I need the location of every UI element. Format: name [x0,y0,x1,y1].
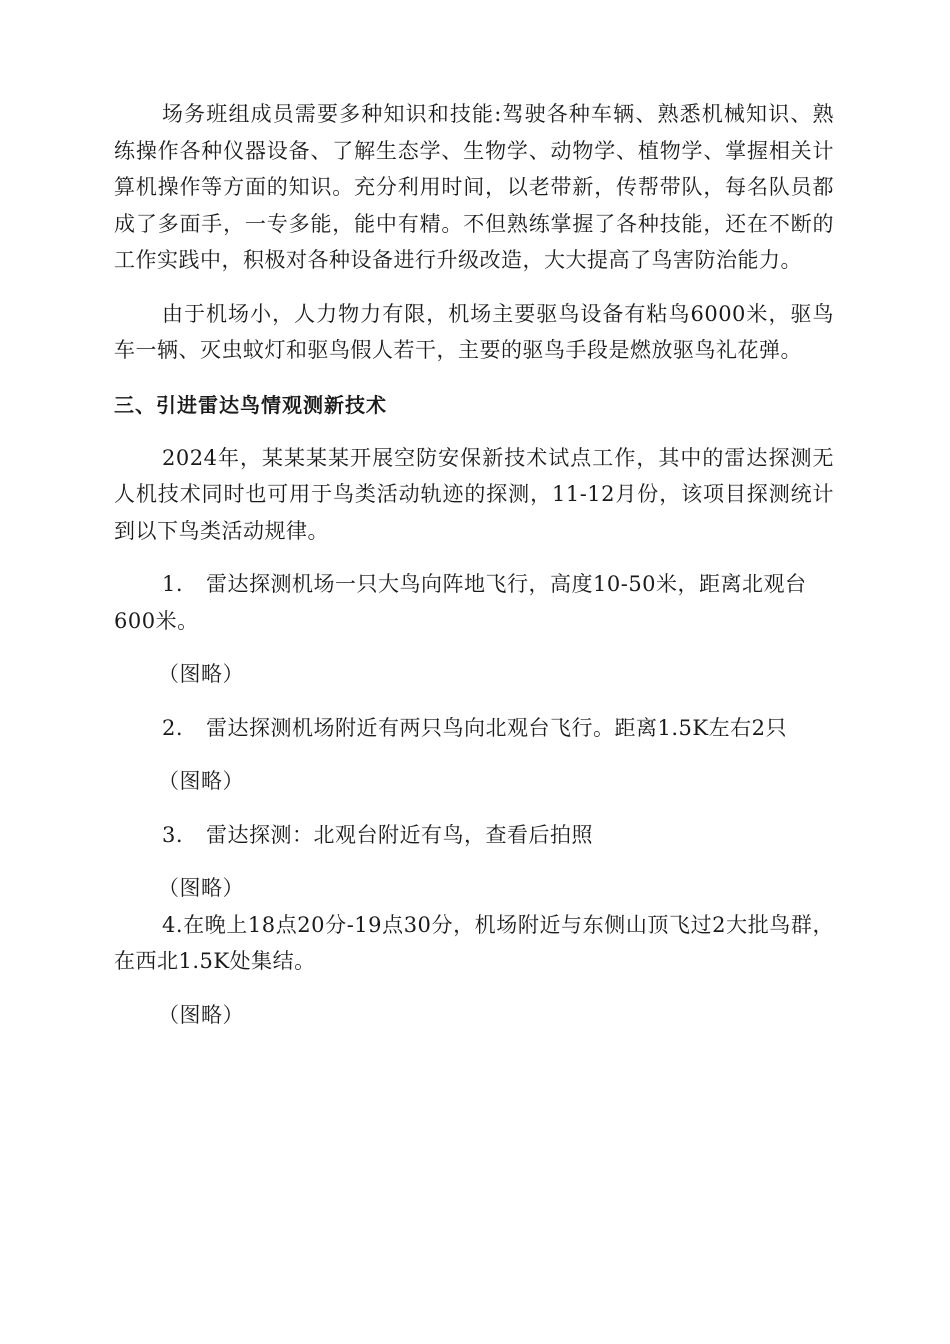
list-item [114,817,834,854]
list-item-text: 雷达探测机场一只大鸟向阵地飞行，高度10-50米，距离北观台600米。 [114,572,807,633]
list-item [114,710,834,747]
list-item-text: 雷达探测机场附近有两只鸟向北观台飞行。距离1.5K左右2只 [206,715,787,740]
paragraph-staff-skills: 场务班组成员需要多种知识和技能:驾驶各种车辆、熟悉机械知识、熟练操作各种仪器设备、了解生态学、生物学、动物学、植物学、掌握相关计算机操作等方面的知识。充分利用时间，以老带新，传帮带队，每名队员都成了多面手，一专多能，能中有精。不但熟练掌握了各种技能，还在不断的工作实践中，积极对各种设备进行升级改造，大大提高了鸟害防治能力。 [114,102,834,272]
paragraph-radar-intro: 2024年，某某某某开展空防安保新技术试点工作，其中的雷达探测无人机技术同时也可用于鸟类活动轨迹的探测，11-12月份，该项目探测统计到以下鸟类活动规律。 [114,445,834,543]
section-heading: 三、引进雷达鸟情观测新技术 [114,392,387,417]
paragraph-item-4: 4.在晚上18点20分-19点30分，机场附近与东侧山顶飞过2大批鸟群，在西北1.5K处集结。 [114,912,834,973]
list-item-number: 2. [162,715,184,740]
list-item-number: 3. [162,822,184,847]
figure-omitted-note: （图略） [158,876,244,900]
figure-omitted-note: （图略） [158,662,244,686]
document-page [114,96,834,1033]
list-item-number: 1. [162,572,184,596]
paragraph-equipment: 由于机场小，人力物力有限，机场主要驱鸟设备有粘鸟6000米，驱鸟车一辆、灭虫蚊灯和驱鸟假人若干，主要的驱鸟手段是燃放驱鸟礼花弹。 [114,301,834,362]
figure-omitted-note: （图略） [158,1002,244,1027]
figure-omitted-note: （图略） [158,769,244,793]
list-item [114,566,834,639]
list-item-text: 雷达探测：北观台附近有鸟，查看后拍照 [206,822,593,847]
